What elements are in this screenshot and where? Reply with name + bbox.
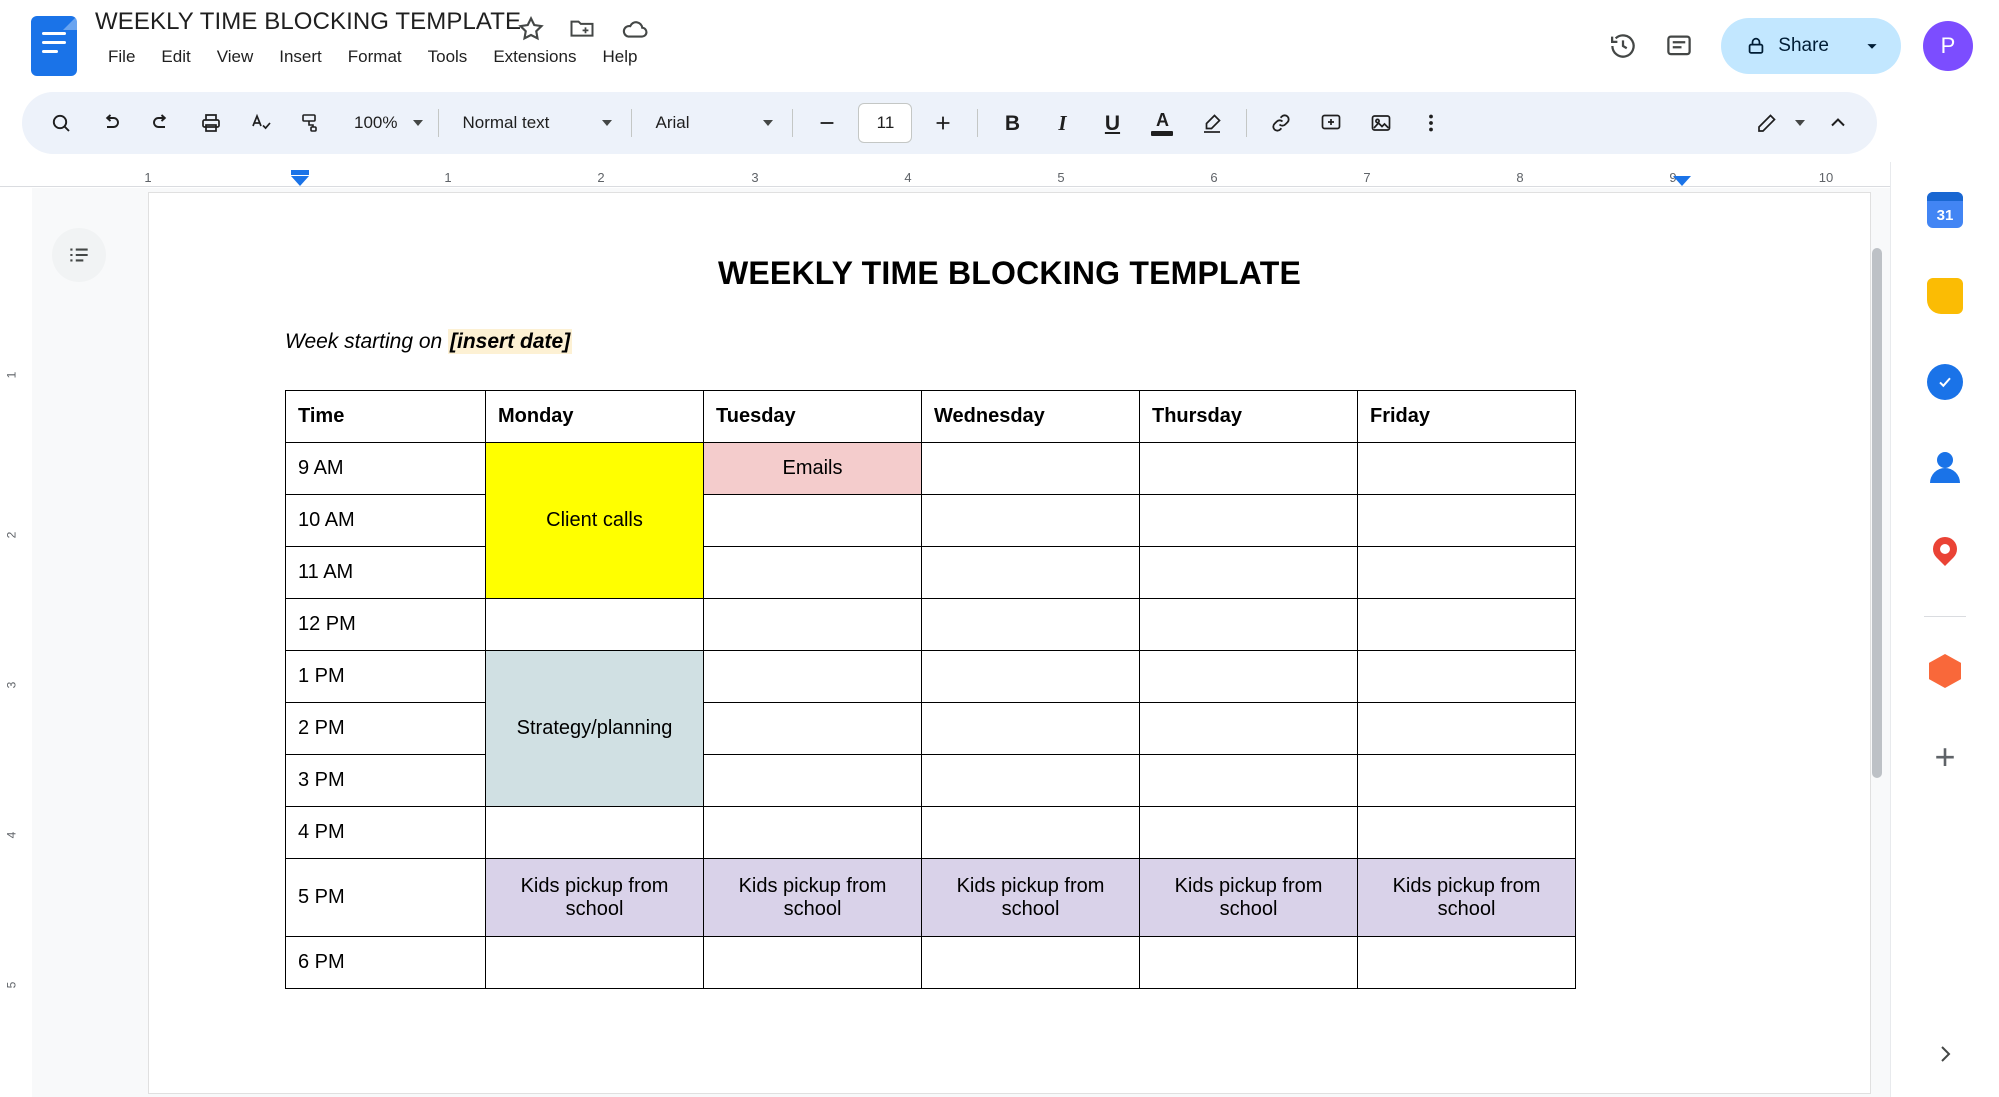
task-cell-wednesday-12pm[interactable]	[922, 599, 1140, 651]
font-size-input[interactable]: 11	[858, 103, 912, 143]
redo-icon[interactable]	[139, 101, 183, 145]
chevron-right-icon[interactable]	[1920, 1029, 1970, 1079]
task-cell-thursday-10am[interactable]	[1140, 495, 1358, 547]
share-button[interactable]	[1721, 18, 1849, 74]
toolbar-divider	[1246, 109, 1247, 137]
task-cell-friday-9am[interactable]	[1358, 443, 1576, 495]
task-cell-thursday-5pm[interactable]: Kids pickup from school	[1140, 859, 1358, 937]
vruler-tick: 3	[4, 681, 19, 689]
ruler-tick: 7	[1363, 170, 1371, 185]
font-family-control[interactable]	[641, 101, 783, 145]
document-page[interactable]	[149, 193, 1870, 1093]
insert-image-icon[interactable]	[1359, 101, 1403, 145]
table-row[interactable]	[286, 599, 1576, 651]
task-cell-friday-10am[interactable]	[1358, 495, 1576, 547]
table-header-friday: Friday	[1358, 391, 1576, 443]
time-label: 9 AM	[286, 443, 486, 495]
time-label: 4 PM	[286, 807, 486, 859]
ruler-tick: 4	[904, 170, 912, 185]
menu-bar	[95, 44, 650, 70]
task-cell-tuesday-12pm[interactable]	[704, 599, 922, 651]
vertical-scrollbar[interactable]	[1872, 248, 1882, 778]
table-header-monday: Monday	[486, 391, 704, 443]
task-cell-friday-2pm[interactable]	[1358, 703, 1576, 755]
vruler-tick: 5	[4, 981, 19, 989]
task-cell-friday-1pm[interactable]	[1358, 651, 1576, 703]
add-comment-icon[interactable]	[1309, 101, 1353, 145]
task-cell-tuesday-11am[interactable]	[704, 547, 922, 599]
google-docs-icon[interactable]	[28, 13, 80, 79]
task-cell-wednesday-1pm[interactable]	[922, 651, 1140, 703]
time-label: 12 PM	[286, 599, 486, 651]
task-cell-monday-5pm[interactable]: Kids pickup from school	[486, 859, 704, 937]
side-panel-divider	[1924, 616, 1966, 617]
document-subtitle	[285, 330, 1870, 354]
comment-history-icon[interactable]	[1651, 18, 1707, 74]
more-options-icon[interactable]	[1409, 101, 1453, 145]
ruler-tick: 8	[1516, 170, 1524, 185]
task-cell-monday-morning[interactable]: Client calls	[486, 443, 704, 599]
collapse-toolbar-button[interactable]	[1816, 101, 1860, 145]
task-cell-thursday-12pm[interactable]	[1140, 599, 1358, 651]
task-cell-tuesday-10am[interactable]	[704, 495, 922, 547]
google-keep-icon[interactable]	[1919, 270, 1971, 322]
avatar[interactable]: P	[1923, 21, 1973, 71]
task-cell-wednesday-4pm[interactable]	[922, 807, 1140, 859]
table-row[interactable]	[286, 703, 1576, 755]
time-label: 5 PM	[286, 859, 486, 937]
menu-insert[interactable]: Insert	[279, 47, 322, 66]
document-heading: WEEKLY TIME BLOCKING TEMPLATE	[717, 255, 1301, 291]
toolbar-divider	[438, 109, 439, 137]
task-cell-monday-12pm[interactable]	[486, 599, 704, 651]
menu-help[interactable]: Help	[602, 47, 638, 66]
toolbar-divider	[631, 109, 632, 137]
plus-label: +	[1934, 736, 1956, 777]
bold-label: B	[1004, 111, 1021, 135]
text-color-label: A	[1155, 109, 1169, 130]
menu-edit[interactable]: Edit	[161, 47, 191, 66]
task-cell-tuesday-3pm[interactable]	[704, 755, 922, 807]
task-cell-friday-6pm[interactable]	[1358, 937, 1576, 989]
task-cell-friday-3pm[interactable]	[1358, 755, 1576, 807]
get-addons-plus-icon[interactable]	[1919, 731, 1971, 783]
table-row[interactable]	[286, 937, 1576, 989]
chevron-down-icon	[413, 120, 423, 126]
document-outline-icon[interactable]	[52, 228, 106, 282]
chevron-down-icon	[1861, 35, 1883, 57]
task-cell-monday-afternoon[interactable]: Strategy/planning	[486, 651, 704, 807]
task-cell-wednesday-6pm[interactable]	[922, 937, 1140, 989]
chevron-down-icon	[1795, 120, 1805, 126]
ruler-baseline	[0, 186, 1890, 187]
share-button-group	[1721, 18, 1901, 74]
underline-button[interactable]	[1090, 101, 1134, 145]
ruler-tick: 9	[1669, 170, 1677, 185]
time-label: 6 PM	[286, 937, 486, 989]
time-label: 11 AM	[286, 547, 486, 599]
version-history-icon[interactable]	[1595, 18, 1651, 74]
table-row[interactable]	[286, 755, 1576, 807]
time-label: 3 PM	[286, 755, 486, 807]
google-maps-icon[interactable]	[1919, 528, 1971, 580]
task-cell-thursday-4pm[interactable]	[1140, 807, 1358, 859]
paragraph-style-value: Normal text	[462, 113, 550, 132]
task-cell-monday-6pm[interactable]	[486, 937, 704, 989]
task-cell-wednesday-9am[interactable]	[922, 443, 1140, 495]
horizontal-ruler[interactable]	[0, 162, 1890, 188]
share-options-caret[interactable]	[1849, 18, 1895, 74]
spellcheck-icon[interactable]	[239, 101, 283, 145]
right-indent-marker[interactable]	[1673, 176, 1691, 186]
italic-label: I	[1058, 110, 1067, 135]
menu-view[interactable]: View	[216, 47, 254, 66]
vruler-tick: 4	[4, 831, 19, 839]
time-label: 10 AM	[286, 495, 486, 547]
text-color-swatch	[1151, 131, 1173, 136]
left-indent-marker-bar[interactable]	[291, 170, 309, 175]
task-cell-friday-5pm[interactable]: Kids pickup from school	[1358, 859, 1576, 937]
chevron-up-icon	[1826, 111, 1850, 135]
time-blocking-table[interactable]	[285, 390, 1576, 989]
ruler-tick: 6	[1210, 170, 1218, 185]
task-cell-wednesday-11am[interactable]	[922, 547, 1140, 599]
time-label: 1 PM	[286, 651, 486, 703]
share-label: Share	[1778, 35, 1829, 56]
left-indent-marker[interactable]	[291, 176, 309, 186]
task-cell-wednesday-2pm[interactable]	[922, 703, 1140, 755]
task-cell-thursday-2pm[interactable]	[1140, 703, 1358, 755]
addon-cube-icon[interactable]	[1919, 645, 1971, 697]
task-cell-tuesday-6pm[interactable]	[704, 937, 922, 989]
table-row[interactable]	[286, 443, 1576, 495]
app-header	[0, 0, 1999, 92]
table-row[interactable]	[286, 495, 1576, 547]
google-calendar-icon[interactable]	[1919, 184, 1971, 236]
search-icon[interactable]	[39, 101, 83, 145]
menu-extensions[interactable]: Extensions	[493, 47, 577, 66]
task-cell-thursday-9am[interactable]	[1140, 443, 1358, 495]
bold-button[interactable]	[990, 101, 1034, 145]
table-header-wednesday: Wednesday	[922, 391, 1140, 443]
task-cell-friday-11am[interactable]	[1358, 547, 1576, 599]
document-canvas[interactable]	[32, 188, 1890, 1097]
subtitle-placeholder[interactable]: [insert date]	[450, 330, 571, 353]
font-family-value: Arial	[655, 113, 690, 132]
task-cell-tuesday-9am[interactable]: Emails	[704, 443, 922, 495]
google-contacts-icon[interactable]	[1919, 442, 1971, 494]
print-icon[interactable]	[189, 101, 233, 145]
calendar-day-label: 31	[1936, 207, 1954, 224]
ruler-tick: 2	[597, 170, 605, 185]
task-cell-thursday-1pm[interactable]	[1140, 651, 1358, 703]
task-cell-thursday-11am[interactable]	[1140, 547, 1358, 599]
subtitle-prefix: Week starting on	[285, 330, 449, 353]
task-cell-wednesday-10am[interactable]	[922, 495, 1140, 547]
decrease-font-size-button[interactable]	[805, 101, 849, 145]
editing-mode-control[interactable]	[1743, 101, 1813, 145]
menu-format[interactable]: Format	[347, 47, 402, 66]
document-title[interactable]: WEEKLY TIME BLOCKING TEMPLATE	[95, 8, 522, 35]
undo-icon[interactable]	[89, 101, 133, 145]
ruler-tick: 5	[1057, 170, 1065, 185]
italic-button[interactable]	[1040, 101, 1084, 145]
table-header-row	[286, 391, 1576, 443]
toolbar-divider	[977, 109, 978, 137]
chevron-down-icon	[763, 120, 773, 126]
table-row[interactable]	[286, 859, 1576, 937]
pen-edit-mode-icon	[1755, 111, 1779, 135]
ruler-tick: 10	[1818, 170, 1834, 185]
ruler-track	[144, 170, 1848, 185]
table-row[interactable]	[286, 547, 1576, 599]
menu-file[interactable]: File	[108, 47, 136, 66]
task-cell-tuesday-4pm[interactable]	[704, 807, 922, 859]
task-cell-thursday-6pm[interactable]	[1140, 937, 1358, 989]
toolbar-right-group	[1743, 101, 1863, 145]
google-apps-side-panel	[1890, 162, 1999, 1097]
table-header-time: Time	[286, 391, 486, 443]
vertical-ruler[interactable]	[0, 188, 33, 1097]
menu-tools[interactable]: Tools	[427, 47, 468, 66]
task-cell-friday-4pm[interactable]	[1358, 807, 1576, 859]
task-cell-tuesday-5pm[interactable]: Kids pickup from school	[704, 859, 922, 937]
zoom-value: 100%	[354, 113, 398, 132]
table-row[interactable]	[286, 807, 1576, 859]
task-cell-tuesday-1pm[interactable]	[704, 651, 922, 703]
table-header-tuesday: Tuesday	[704, 391, 922, 443]
underline-label: U	[1104, 111, 1121, 135]
app-header-actions	[1595, 0, 1999, 92]
table-header-thursday: Thursday	[1140, 391, 1358, 443]
text-color-button[interactable]	[1140, 101, 1184, 145]
table-row[interactable]	[286, 651, 1576, 703]
ruler-tick: 1	[144, 170, 152, 185]
time-label: 2 PM	[286, 703, 486, 755]
zoom-control[interactable]	[340, 101, 429, 145]
task-cell-wednesday-5pm[interactable]: Kids pickup from school	[922, 859, 1140, 937]
ruler-tick: 1	[444, 170, 452, 185]
toolbar-divider	[792, 109, 793, 137]
formatting-toolbar	[22, 92, 1877, 154]
highlight-pen-icon[interactable]	[1190, 101, 1234, 145]
task-cell-friday-12pm[interactable]	[1358, 599, 1576, 651]
vruler-tick: 1	[4, 371, 19, 379]
chevron-down-icon	[602, 120, 612, 126]
task-cell-wednesday-3pm[interactable]	[922, 755, 1140, 807]
google-tasks-icon[interactable]	[1919, 356, 1971, 408]
task-cell-monday-4pm[interactable]	[486, 807, 704, 859]
increase-font-size-button[interactable]	[921, 101, 965, 145]
paragraph-style-control[interactable]	[448, 101, 622, 145]
document-status-cloud-icon[interactable]	[620, 14, 650, 44]
task-cell-tuesday-2pm[interactable]	[704, 703, 922, 755]
paint-format-icon[interactable]	[289, 101, 333, 145]
star-icon[interactable]	[516, 14, 546, 44]
ruler-tick: 3	[751, 170, 759, 185]
vruler-tick: 2	[4, 531, 19, 539]
move-to-folder-icon[interactable]	[568, 14, 598, 44]
task-cell-thursday-3pm[interactable]	[1140, 755, 1358, 807]
insert-link-icon[interactable]	[1259, 101, 1303, 145]
lock-icon	[1745, 35, 1767, 57]
